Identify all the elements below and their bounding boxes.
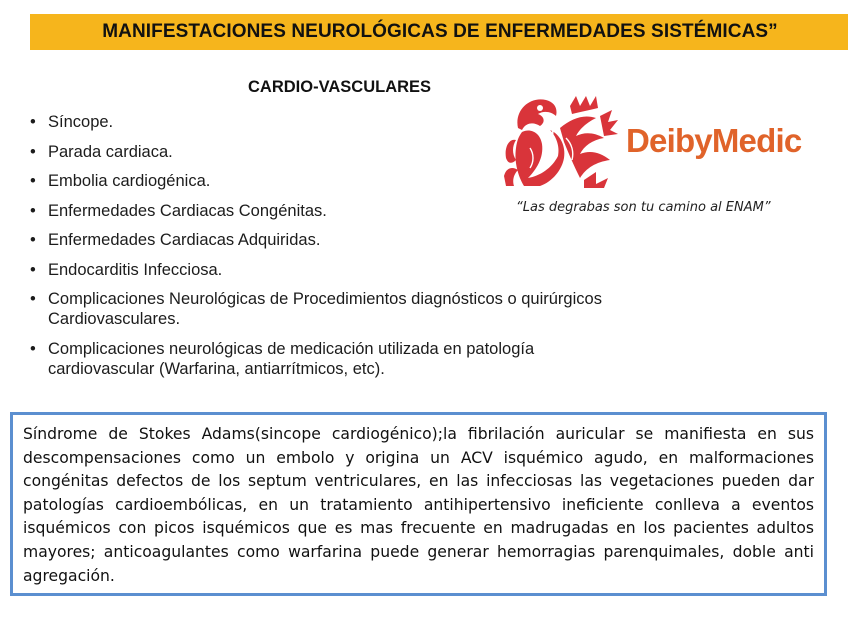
bullet-icon: • [30,290,36,308]
brand-wordmark: DeibyMedic [626,122,802,159]
list-item-text: Parada cardiaca. [48,142,173,161]
list-item-text: Síncope. [48,113,114,131]
bullet-icon: • [30,339,36,358]
bullet-icon: • [30,113,36,131]
list-item-text: Enfermedades Cardiacas Adquiridas. [48,231,321,249]
list-item [30,289,630,329]
bullet-icon: • [30,260,36,279]
list-item [30,260,630,280]
page-title: MANIFESTACIONES NEUROLÓGICAS DE ENFERMEDADES SISTÉMICAS” [102,21,778,42]
list-item-text: Complicaciones neurológicas de medicación utilizada en patología cardiovascular (Warfarina, antiarrítmicos, etc). [48,339,535,378]
title-bar [30,14,848,50]
list-item [30,339,630,379]
bullet-icon: • [30,142,36,161]
list-item [30,230,630,250]
bullet-icon: • [30,201,36,220]
list-item-text: Enfermedades Cardiacas Congénitas. [48,201,327,220]
bullet-icon: • [30,172,36,190]
brand-slogan: “Las degrabas son tu camino al ENAM” [516,200,771,215]
list-item-text: Embolia cardiogénica. [48,172,211,190]
summary-note-box [10,412,827,596]
summary-note-text: Síndrome de Stokes Adams(sincope cardiogénico);la fibrilación auricular se manifiesta en sus descompensaciones como un embolo y origina un ACV isquémico agudo, en malformaciones congénitas defectos de los septum ventriculares, en las infecciosas las vegetaciones pueden dar patologías cardioembólicas, en un tratamiento antihipertensivo ineficiente conlleva a eventos isquémicos con picos isquémicos que es mas frecuente en madrugadas en los pacientes adultos mayores; anticoagulantes como warfarina puede generar hemorragias parenquimales, doble anti agregación. [23,425,814,585]
stylized-bird-logo-icon [500,88,622,192]
bullet-icon: • [30,231,36,249]
section-heading: CARDIO-VASCULARES [248,78,432,96]
brand-logo [500,88,830,198]
list-item-text: Complicaciones Neurológicas de Procedimientos diagnósticos o quirúrgicos Cardiovasculares. [48,290,602,328]
list-item-text: Endocarditis Infecciosa. [48,260,223,279]
